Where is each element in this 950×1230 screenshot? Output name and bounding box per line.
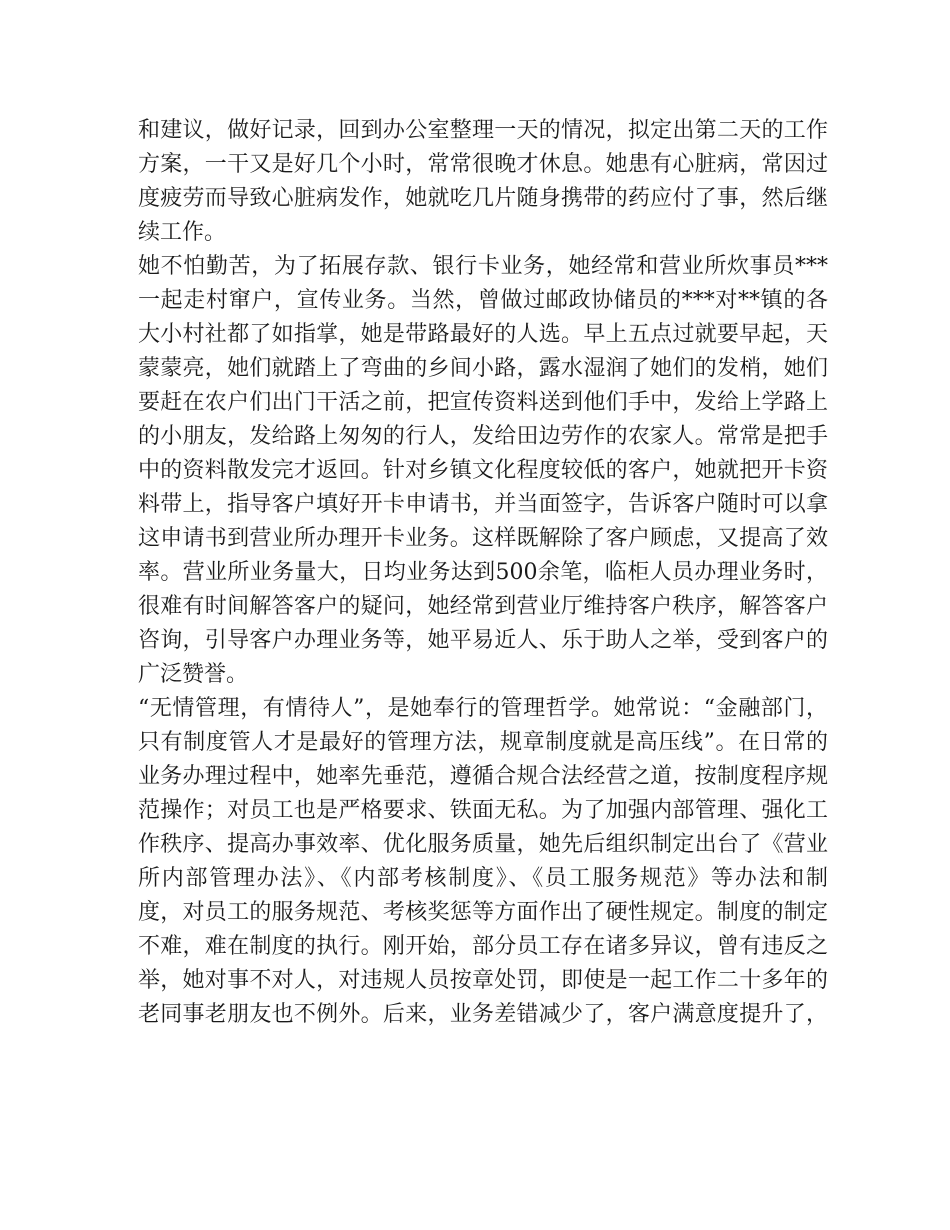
text-line: 不难，难在制度的执行。刚开始，部分员工存在诸多异议，曾有违反之: [138, 934, 828, 959]
text-line: 咨询，引导客户办理业务等，她平易近人、乐于助人之举，受到客户的: [138, 628, 828, 653]
text-line: 续工作。: [138, 220, 227, 245]
text-line: 举，她对事不对人，对违规人员按章处罚，即使是一起工作二十多年的: [138, 968, 828, 993]
text-line: 很难有时间解答客户的疑问，她经常到营业厅维持客户秩序，解答客户: [138, 594, 828, 619]
text-line: 这申请书到营业所办理开卡业务。这样既解除了客户顾虑，又提高了效: [138, 526, 828, 551]
text-line: 中的资料散发完才返回。针对乡镇文化程度较低的客户，她就把开卡资: [138, 458, 828, 483]
text-line: 和建议，做好记录，回到办公室整理一天的情况，拟定出第二天的工作: [138, 118, 828, 143]
text-line: “无情管理，有情待人”，是她奉行的管理哲学。她常说：“金融部门，: [138, 696, 828, 721]
text-line: 老同事老朋友也不例外。后来，业务差错减少了，客户满意度提升了，: [138, 1002, 828, 1027]
text-line: 广泛赞誉。: [138, 662, 249, 687]
text-line: 业务办理过程中，她率先垂范，遵循合规合法经营之道，按制度程序规: [138, 764, 828, 789]
text-line: 方案，一干又是好几个小时，常常很晚才休息。她患有心脏病，常因过: [138, 152, 828, 177]
text-line: 要赶在农户们出门干活之前，把宣传资料送到他们手中，发给上学路上: [138, 390, 828, 415]
text-line: 大小村社都了如指掌，她是带路最好的人选。早上五点过就要早起，天: [138, 322, 828, 347]
text-line: 的小朋友，发给路上匆匆的行人，发给田边劳作的农家人。常常是把手: [138, 424, 828, 449]
text-line: 只有制度管人才是最好的管理方法，规章制度就是高压线”。在日常的: [138, 730, 828, 755]
text-line: 作秩序、提高办事效率、优化服务质量，她先后组织制定出台了《营业: [138, 832, 828, 857]
text-line: 度，对员工的服务规范、考核奖惩等方面作出了硬性规定。制度的制定: [138, 900, 828, 925]
text-line: 范操作；对员工也是严格要求、铁面无私。为了加强内部管理、强化工: [138, 798, 828, 823]
text-line: 蒙蒙亮，她们就踏上了弯曲的乡间小路，露水湿润了她们的发梢，她们: [138, 356, 828, 381]
body-text: [138, 114, 828, 1032]
text-line: 所内部管理办法》、《内部考核制度》、《员工服务规范》等办法和制: [138, 866, 828, 891]
text-line: 率。营业所业务量大，日均业务达到500余笔，临柜人员办理业务时，: [138, 560, 828, 585]
text-line: 度疲劳而导致心脏病发作，她就吃几片随身携带的药应付了事，然后继: [138, 186, 828, 211]
text-line: 一起走村窜户，宣传业务。当然，曾做过邮政协储员的***对**镇的各: [138, 288, 828, 313]
text-line: 料带上，指导客户填好开卡申请书，并当面签字，告诉客户随时可以拿: [138, 492, 828, 517]
text-line: 她不怕勤苦，为了拓展存款、银行卡业务，她经常和营业所炊事员***: [138, 254, 828, 279]
